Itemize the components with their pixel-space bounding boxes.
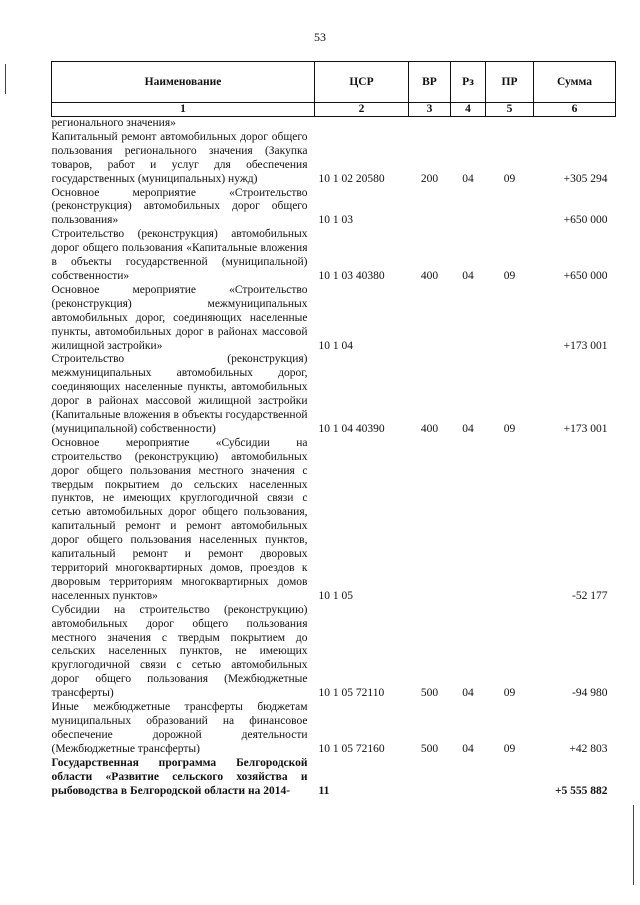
row-csr	[315, 117, 409, 131]
header-name: Наименование	[52, 62, 315, 103]
row-pr: 09	[503, 687, 516, 700]
table-row	[52, 604, 616, 701]
row-csr: 10 1 05	[318, 589, 353, 602]
row-name: Капитальный ремонт автомобильных дорог общего пользования регионального значения (Закупка товаров, работ и услуг для обеспечения государственных (муниципальных) нужд)	[51, 130, 308, 185]
row-name: Основное мероприятие «Строительство (реконструкция) межмуниципальных автомобильных дорог, соединяющих населенные пункты, автомобильных дорог в районах массовой жилищной застройки»	[51, 283, 308, 352]
row-rz	[451, 284, 486, 354]
table-header	[52, 62, 616, 117]
page-number: 53	[314, 30, 326, 44]
row-sum: +173 001	[563, 422, 608, 435]
table-body	[52, 117, 616, 799]
row-vr: 400	[420, 422, 439, 435]
row-name: Основное мероприятие «Строительство (реконструкция) автомобильных дорог общего пользования»	[51, 186, 308, 227]
row-vr: 500	[420, 742, 439, 755]
row-sum: +305 294	[563, 172, 608, 185]
header-csr: ЦСР	[315, 62, 409, 103]
table-row	[52, 284, 616, 354]
column-number: 1	[52, 103, 315, 117]
row-csr: 10 1 05 72110	[318, 687, 385, 700]
row-vr	[409, 757, 451, 799]
row-rz: 04	[462, 269, 474, 282]
row-pr: 09	[503, 172, 516, 185]
row-sum: +650 000	[563, 214, 608, 227]
row-rz: 04	[462, 742, 474, 755]
column-number: 2	[315, 103, 409, 117]
row-vr: 500	[420, 687, 439, 700]
column-number: 3	[409, 103, 451, 117]
row-rz	[451, 117, 486, 131]
row-vr	[409, 187, 451, 229]
row-sum: +173 001	[563, 339, 608, 352]
row-csr: 10 1 04	[318, 339, 353, 352]
header-pr: ПР	[486, 62, 534, 103]
row-name: Строительство (реконструкция) межмуниципальных автомобильных дорог, соединяющих населенные пункты, автомобильных дорог в районах массовой жилищной застройки (Капитальные вложения в объекты государственной (муниципальной) собственности)	[51, 353, 308, 435]
row-name: Основное мероприятие «Субсидии на строительство (реконструкцию) автомобильных дорог общего пользования местного значения с твердым покрытием до сельских населенных пунктов, не имеющих круглогодичной связи с сетью автомобильных дорог общего пользования, капитальный ремонт и ремонт автомобильных дорог общего пользования населенных пунктов, капитальный ремонт и ремонт дворовых территорий многоквартирных домов, проездов к дворовым территориям многоквартирных домов населенных пунктов»	[51, 436, 308, 602]
column-number: 6	[534, 103, 616, 117]
table-row	[52, 187, 616, 229]
table-row	[52, 701, 616, 757]
row-name: регионального значения»	[51, 117, 176, 129]
column-number: 4	[451, 103, 486, 117]
row-csr: 10 1 02 20580	[318, 172, 385, 185]
table-row	[52, 228, 616, 284]
row-sum	[534, 117, 616, 131]
row-rz: 04	[462, 422, 474, 435]
row-pr	[486, 284, 534, 354]
row-rz: 04	[462, 172, 474, 185]
row-sum: -94 980	[572, 687, 608, 700]
row-name: Государственная программа Белгородской области «Развитие сельского хозяйства и рыбоводства в Белгородской области на 2014-	[51, 756, 308, 797]
row-pr	[486, 117, 534, 131]
row-vr	[409, 117, 451, 131]
row-csr: 10 1 03 40380	[318, 269, 385, 282]
column-number-row	[52, 103, 616, 117]
row-rz	[451, 757, 486, 799]
row-rz	[451, 437, 486, 604]
row-vr: 200	[420, 172, 439, 185]
row-csr: 10 1 05 72160	[318, 742, 385, 755]
row-sum: +42 803	[569, 742, 608, 755]
row-name: Строительство (реконструкция) автомобильных дорог общего пользования «Капитальные вложения в объекты государственной (муниципальной) собственности»	[51, 228, 308, 282]
row-vr: 400	[420, 269, 439, 282]
row-pr: 09	[503, 269, 516, 282]
column-number: 5	[486, 103, 534, 117]
row-name: Иные межбюджетные трансферты бюджетам муниципальных образований на финансовое обеспечение дорожной деятельности (Межбюджетные трансферты)	[51, 701, 308, 755]
row-csr: 11	[318, 784, 330, 797]
right-margin-mark	[633, 805, 634, 885]
header-sum: Сумма	[534, 62, 616, 103]
row-pr	[486, 757, 534, 799]
row-csr: 10 1 03	[318, 214, 353, 227]
table-row	[52, 353, 616, 436]
row-pr: 09	[503, 422, 516, 435]
row-pr	[486, 437, 534, 604]
table-row	[52, 131, 616, 187]
row-csr: 10 1 04 40390	[318, 422, 385, 435]
row-name: Субсидии на строительство (реконструкцию) автомобильных дорог общего пользования местного значения с твердым покрытием до сельских населенных пунктов, не имеющих круглогодичной связи с сетью автомобильных дорог общего пользования (Межбюджетные трансферты)	[51, 603, 308, 700]
left-margin-mark	[5, 64, 6, 94]
header-rz: Рз	[451, 62, 486, 103]
budget-table	[51, 61, 616, 798]
header-row	[52, 62, 616, 103]
table-row	[52, 437, 616, 604]
row-rz: 04	[462, 687, 474, 700]
row-vr	[409, 437, 451, 604]
row-pr	[486, 187, 534, 229]
row-sum: -52 177	[572, 589, 608, 602]
header-vr: ВР	[409, 62, 451, 103]
row-pr: 09	[503, 742, 516, 755]
row-rz	[451, 187, 486, 229]
row-sum: +5 555 882	[554, 784, 608, 797]
row-vr	[409, 284, 451, 354]
row-sum: +650 000	[563, 269, 608, 282]
table-row	[52, 117, 616, 131]
table-row	[52, 757, 616, 799]
